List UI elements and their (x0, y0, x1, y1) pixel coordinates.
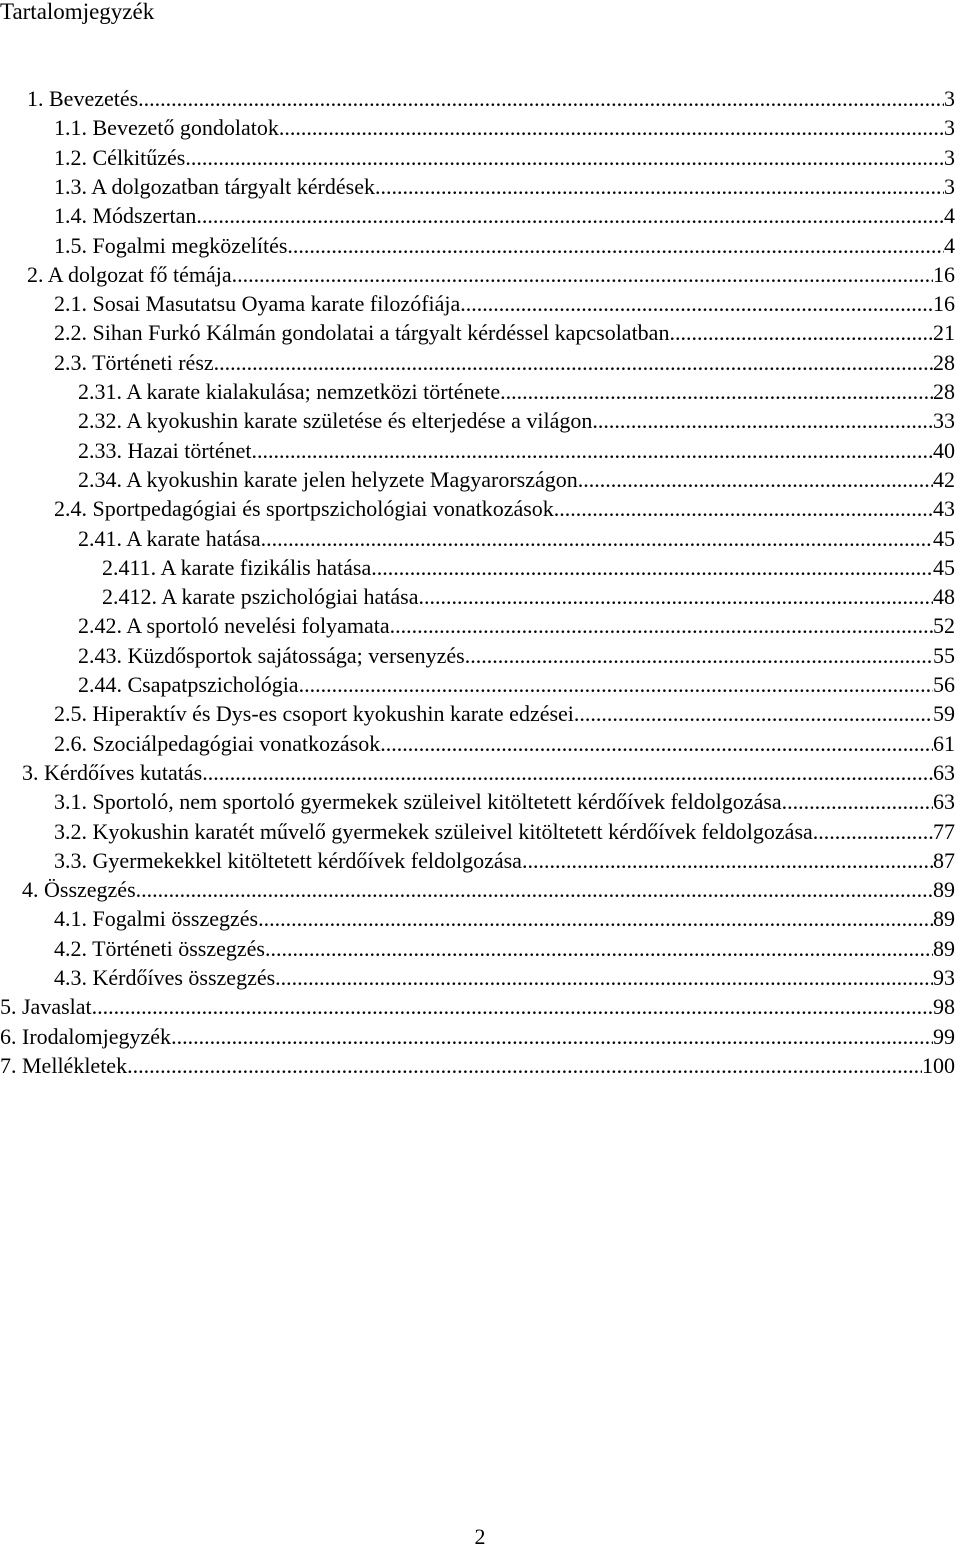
toc-entry[interactable] (54, 934, 955, 963)
toc-entry-title: 6. Irodalomjegyzék (0, 1024, 172, 1049)
toc-entry-page: 45 (933, 526, 955, 551)
toc-entry-title: 3.1. Sportoló, nem sportoló gyermekek szüleivel kitöltetett kérdőívek feldolgozása (54, 789, 782, 814)
toc-entry-page: 3 (944, 174, 955, 199)
toc-entry-page: 4 (944, 203, 955, 228)
toc-entry[interactable] (27, 260, 955, 289)
toc-leader-dots (669, 318, 933, 347)
toc-entry-page: 52 (933, 613, 955, 638)
toc-entry[interactable] (54, 963, 955, 992)
toc-entry[interactable] (78, 377, 955, 406)
toc-entry-page: 4 (944, 233, 955, 258)
toc-entry-title: 3.3. Gyermekekkel kitöltetett kérdőívek feldolgozása (54, 848, 522, 873)
toc-entry-title: 4.1. Fogalmi összegzés (54, 906, 259, 931)
toc-leader-dots (299, 670, 933, 699)
toc-entry-title: 2.32. A kyokushin karate születése és elterjedése a világon (78, 408, 593, 433)
toc-entry[interactable] (54, 817, 955, 846)
toc-leader-dots (136, 875, 933, 904)
toc-leader-dots (380, 729, 933, 758)
toc-entry-page: 89 (933, 906, 955, 931)
toc-leader-dots (522, 846, 933, 875)
toc-leader-dots (813, 817, 933, 846)
toc-leader-dots (418, 582, 933, 611)
toc-entry[interactable] (78, 465, 955, 494)
toc-entry-page: 43 (933, 496, 955, 521)
toc-leader-dots (460, 289, 933, 318)
toc-leader-dots (279, 113, 944, 142)
toc-entry-title: 2.5. Hiperaktív és Dys-es csoport kyokushin karate edzései (54, 701, 574, 726)
toc-entry[interactable] (78, 524, 955, 553)
toc-leader-dots (554, 494, 933, 523)
toc-entry-title: 2.412. A karate pszichológiai hatása (102, 584, 419, 609)
toc-entry[interactable] (78, 611, 955, 640)
toc-entry-page: 55 (933, 643, 955, 668)
toc-entry[interactable] (54, 729, 955, 758)
toc-entry-page: 56 (933, 672, 955, 697)
toc-entry-page: 3 (944, 86, 955, 111)
toc-entry-title: 1.2. Célkitűzés (54, 145, 186, 170)
toc-leader-dots (287, 231, 944, 260)
toc-entry-page: 42 (933, 467, 955, 492)
toc-leader-dots (185, 143, 944, 172)
toc-entry-page: 77 (933, 819, 955, 844)
toc-leader-dots (202, 758, 933, 787)
toc-entry-title: 3. Kérdőíves kutatás (22, 760, 203, 785)
toc-entry-page: 3 (944, 145, 955, 170)
toc-leader-dots (258, 904, 933, 933)
toc-entry[interactable] (78, 436, 955, 465)
toc-heading: Tartalomjegyzék (0, 0, 155, 24)
toc-leader-dots (265, 934, 933, 963)
toc-entry-page: 99 (933, 1024, 955, 1049)
toc-entry[interactable] (54, 846, 955, 875)
toc-entry-page: 98 (933, 994, 955, 1019)
toc-entry-page: 33 (933, 408, 955, 433)
toc-entry[interactable] (54, 787, 955, 816)
toc-entry[interactable] (54, 348, 955, 377)
toc-entry-title: 7. Mellékletek (0, 1053, 128, 1078)
toc-entry[interactable] (78, 670, 955, 699)
toc-leader-dots (465, 641, 933, 670)
toc-entry-page: 63 (933, 789, 955, 814)
toc-leader-dots (127, 1051, 922, 1080)
toc-entry[interactable] (102, 553, 955, 582)
toc-entry-title: 1.4. Módszertan (54, 203, 197, 228)
toc-leader-dots (574, 699, 933, 728)
toc-entry-page: 16 (933, 262, 955, 287)
toc-entry-page: 100 (922, 1053, 955, 1078)
toc-entry-title: 2.411. A karate fizikális hatása (102, 555, 372, 580)
toc-entry[interactable] (102, 582, 955, 611)
toc-entry[interactable] (78, 641, 955, 670)
toc-entry-page: 28 (933, 350, 955, 375)
toc-entry[interactable] (54, 289, 955, 318)
toc-entry-page: 61 (933, 731, 955, 756)
toc-entry-page: 87 (933, 848, 955, 873)
toc-leader-dots (138, 84, 944, 113)
toc-entry-page: 45 (933, 555, 955, 580)
toc-leader-dots (171, 1022, 933, 1051)
toc-leader-dots (232, 260, 933, 289)
toc-entry-title: 4.2. Történeti összegzés (54, 936, 265, 961)
toc-leader-dots (92, 992, 933, 1021)
toc-entry-title: 2. A dolgozat fő témája (27, 262, 232, 287)
toc-leader-dots (196, 201, 944, 230)
toc-entry[interactable] (54, 172, 955, 201)
toc-leader-dots (261, 524, 933, 553)
toc-entry-title: 1.3. A dolgozatban tárgyalt kérdések (54, 174, 375, 199)
toc-entry[interactable] (0, 992, 955, 1021)
toc-entry-title: 4. Összegzés (22, 877, 136, 902)
toc-entry-title: 2.6. Szociálpedagógiai vonatkozások (54, 731, 381, 756)
toc-leader-dots (782, 787, 933, 816)
toc-leader-dots (375, 172, 944, 201)
toc-entry-page: 93 (933, 965, 955, 990)
toc-entry-title: 2.42. A sportoló nevelési folyamata (78, 613, 390, 638)
toc-entry[interactable] (54, 318, 955, 347)
toc-leader-dots (500, 377, 933, 406)
toc-entry[interactable] (0, 1051, 955, 1080)
toc-entry-title: 4.3. Kérdőíves összegzés (54, 965, 276, 990)
toc-entry-title: 2.43. Küzdősportok sajátossága; versenyzés (78, 643, 465, 668)
toc-entry-title: 2.4. Sportpedagógiai és sportpszichológiai vonatkozások (54, 496, 554, 521)
toc-entry[interactable] (54, 113, 955, 142)
toc-leader-dots (214, 348, 933, 377)
toc-leader-dots (390, 611, 933, 640)
toc-entry[interactable] (22, 875, 955, 904)
toc-leader-dots (275, 963, 933, 992)
toc-entry-title: 2.2. Sihan Furkó Kálmán gondolatai a tárgyalt kérdéssel kapcsolatban (54, 320, 670, 345)
toc-leader-dots (592, 406, 933, 435)
toc-entry-page: 40 (933, 438, 955, 463)
toc-entry-page: 59 (933, 701, 955, 726)
toc-entry-page: 28 (933, 379, 955, 404)
toc-entry-page: 3 (944, 115, 955, 140)
toc-leader-dots (252, 436, 934, 465)
toc-entry[interactable] (27, 84, 955, 113)
toc-leader-dots (578, 465, 933, 494)
toc-entry[interactable] (54, 904, 955, 933)
toc-entry-title: 2.34. A kyokushin karate jelen helyzete Magyarországon (78, 467, 578, 492)
toc-entry-title: 3.2. Kyokushin karatét művelő gyermekek szüleivel kitöltetett kérdőívek feldolgozása (54, 819, 813, 844)
toc-entry[interactable] (54, 494, 955, 523)
toc-entry[interactable] (22, 758, 955, 787)
toc-entry[interactable] (54, 201, 955, 230)
toc-leader-dots (371, 553, 933, 582)
toc-entry[interactable] (54, 231, 955, 260)
toc-entry-title: 1. Bevezetés (27, 86, 139, 111)
toc-entry-page: 21 (933, 320, 955, 345)
page-number: 2 (474, 1524, 486, 1549)
toc-entry-title: 2.33. Hazai történet (78, 438, 252, 463)
toc-entry[interactable] (54, 143, 955, 172)
toc-entry-title: 2.44. Csapatpszichológia (78, 672, 299, 697)
toc-entry-page: 16 (933, 291, 955, 316)
toc-entry-page: 63 (933, 760, 955, 785)
toc-entry-title: 2.41. A karate hatása (78, 526, 261, 551)
toc-entry-title: 2.1. Sosai Masutatsu Oyama karate filozófiája (54, 291, 461, 316)
toc-entry-title: 2.31. A karate kialakulása; nemzetközi története (78, 379, 501, 404)
toc-entry[interactable] (78, 406, 955, 435)
toc-entry-page: 89 (933, 877, 955, 902)
toc-entry[interactable] (0, 1022, 955, 1051)
toc-entry-title: 5. Javaslat (0, 994, 92, 1019)
toc-entry-title: 1.5. Fogalmi megközelítés (54, 233, 288, 258)
toc-entry-title: 2.3. Történeti rész (54, 350, 214, 375)
toc-entry-page: 48 (933, 584, 955, 609)
toc-entry-title: 1.1. Bevezető gondolatok (54, 115, 279, 140)
toc-entry[interactable] (54, 699, 955, 728)
toc-entry-page: 89 (933, 936, 955, 961)
